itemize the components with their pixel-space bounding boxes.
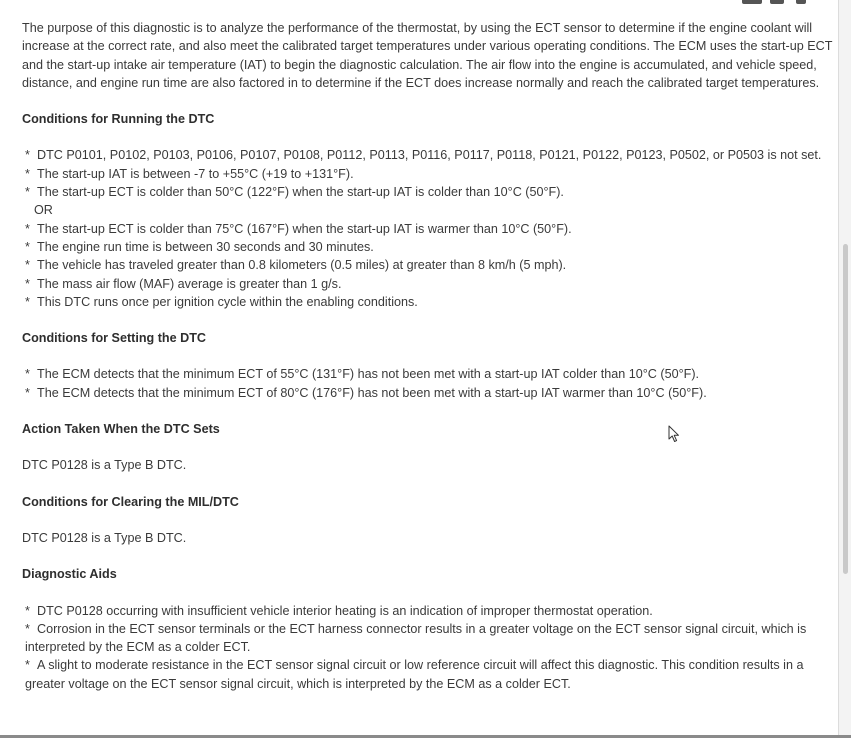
list-item: * DTC P0128 occurring with insufficient vehicle interior heating is an indication of improper thermostat operation. — [22, 602, 834, 620]
heading-setting: Conditions for Setting the DTC — [22, 331, 206, 346]
list-item: * The vehicle has traveled greater than 0.8 kilometers (0.5 miles) at greater than 8 km/h (5 mph). — [22, 256, 834, 274]
list-item: * The start-up IAT is between -7 to +55°C (+19 to +131°F). — [22, 165, 834, 183]
list-item: * The ECM detects that the minimum ECT of 55°C (131°F) has not been met with a start-up IAT colder than 10°C (50°F). — [22, 365, 834, 383]
vertical-scrollbar[interactable] — [838, 0, 851, 738]
list-item: * The ECM detects that the minimum ECT of 80°C (176°F) has not been met with a start-up IAT warmer than 10°C (50°F). — [22, 384, 834, 402]
intro-paragraph: The purpose of this diagnostic is to analyze the performance of the thermostat, by using the ECT sensor to determine if the engine coolant will increase at the correct rate, and also meet the calibrated target temperatures under various operating conditions. The ECM uses the start-up ECT and the start-up intake air temperature (IAT) to begin the diagnostic calculation. The air flow into the engine is accumulated, and vehicle speed, distance, and engine run time are also factored in to determine if the ECT does increase normally and reach the calibrated target temperatures. — [22, 21, 833, 90]
bullet-star: * — [25, 385, 30, 400]
bullet-star: * — [25, 258, 30, 273]
setting-conditions-list — [22, 365, 834, 402]
bullet-star: * — [25, 621, 30, 636]
heading-diagnostic-aids: Diagnostic Aids — [22, 567, 117, 582]
bullet-star: * — [25, 658, 30, 673]
action-text: DTC P0128 is a Type B DTC. — [22, 458, 187, 473]
clearing-text: DTC P0128 is a Type B DTC. — [22, 530, 187, 545]
running-conditions-list — [22, 146, 834, 311]
list-item: * The engine run time is between 30 seconds and 30 minutes. — [22, 238, 834, 256]
list-item: * The start-up ECT is colder than 75°C (167°F) when the start-up IAT is warmer than 10°C (50°F). — [22, 220, 834, 238]
mouse-pointer-icon — [668, 425, 680, 443]
bullet-star: * — [25, 185, 30, 200]
bullet-star: * — [25, 221, 30, 236]
list-item: * The mass air flow (MAF) average is greater than 1 g/s. — [22, 275, 834, 293]
bullet-star: * — [25, 367, 30, 382]
list-item: * This DTC runs once per ignition cycle within the enabling conditions. — [22, 293, 834, 311]
diagnostic-aids-list — [22, 602, 834, 693]
bullet-star: * — [25, 294, 30, 309]
heading-clearing: Conditions for Clearing the MIL/DTC — [22, 494, 239, 509]
list-item: * Corrosion in the ECT sensor terminals or the ECT harness connector results in a greater voltage on the ECT sensor signal circuit, which is interpreted by the ECM as a colder ECT. — [25, 621, 807, 655]
bullet-star: * — [25, 603, 30, 618]
bullet-star: * — [25, 166, 30, 181]
bullet-star: * — [25, 239, 30, 254]
document-body — [22, 19, 834, 711]
list-item: * The start-up ECT is colder than 50°C (122°F) when the start-up IAT is colder than 10°C (50°F). — [22, 183, 834, 201]
heading-running: Conditions for Running the DTC — [22, 112, 215, 127]
top-clipped-edge — [0, 0, 851, 8]
bullet-star: * — [25, 276, 30, 291]
scrollbar-thumb[interactable] — [843, 244, 848, 574]
heading-action: Action Taken When the DTC Sets — [22, 422, 220, 437]
bullet-star: * — [25, 148, 30, 163]
or-label: OR — [34, 203, 53, 218]
list-item: * DTC P0101, P0102, P0103, P0106, P0107, P0108, P0112, P0113, P0116, P0117, P0118, P0121, P0122, P0123, P0502, or P0503 is not set. — [22, 146, 834, 164]
list-item: * A slight to moderate resistance in the ECT sensor signal circuit or low reference circuit will affect this diagnostic. This condition results in a greater voltage on the ECT sensor signal circuit, which is interpreted by the ECM as a colder ECT. — [25, 658, 804, 691]
